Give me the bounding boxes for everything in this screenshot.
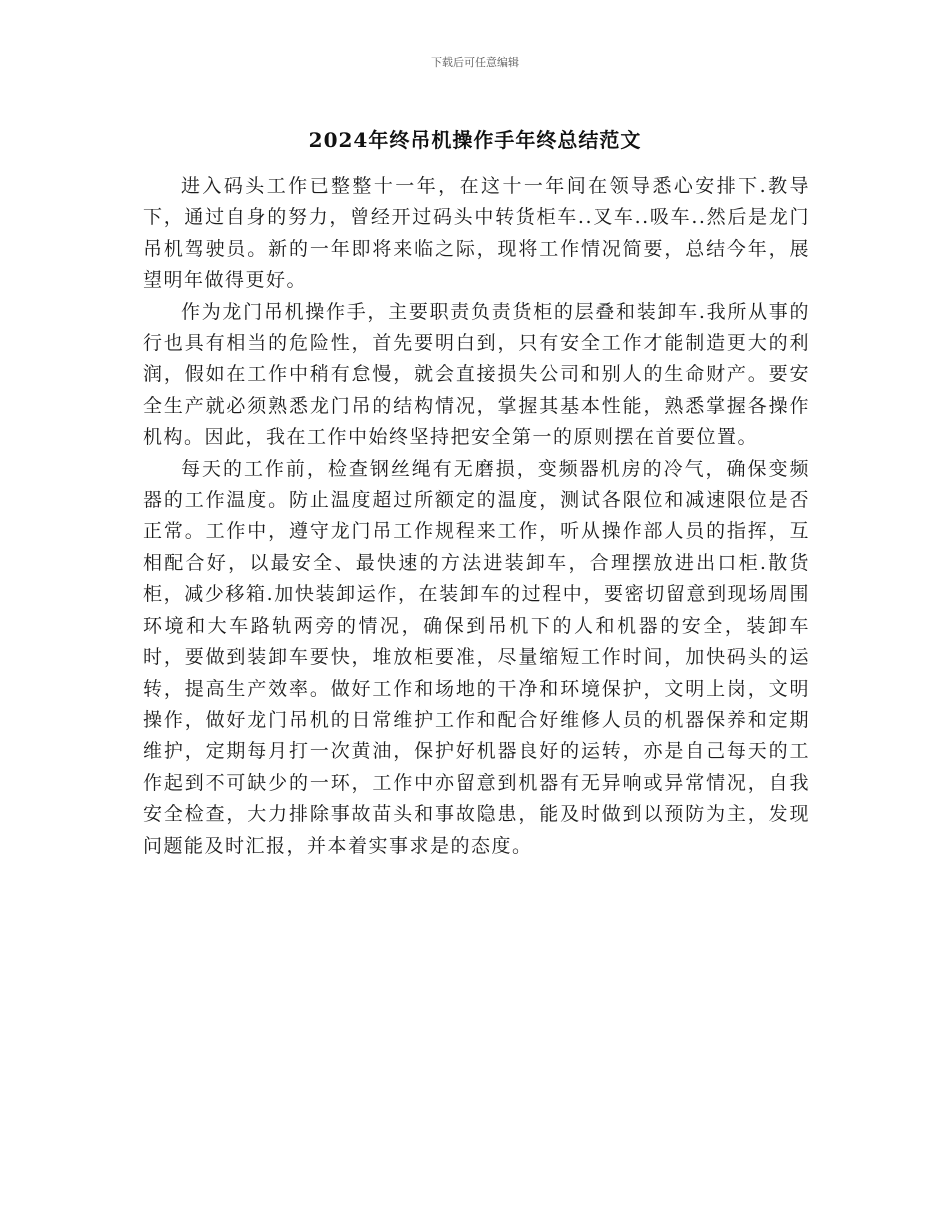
header-note: 下载后可任意编辑 [431, 56, 519, 69]
document-title: 2024年终吊机操作手年终总结范文 [308, 128, 642, 152]
paragraph: 进入码头工作已整整十一年，在这十一年间在领导悉心安排下.教导下，通过自身的努力，曾经开过码头中转货柜车..叉车..吸车..然后是龙门吊机驾驶员。新的一年即将来临之际，现将工作情况简要，总结今年，展望明年做得更好。 [143, 175, 810, 292]
paragraph: 每天的工作前，检查钢丝绳有无磨损，变频器机房的冷气，确保变频器的工作温度。防止温度超过所额定的温度，测试各限位和减速限位是否正常。工作中，遵守龙门吊工作规程来工作，听从操作部人员的指挥，互相配合好，以最安全、最快速的方法进装卸车，合理摆放进出口柜.散货柜，减少移箱.加快装卸运作，在装卸车的过程中，要密切留意到现场周围环境和大车路轨两旁的情况，确保到吊机下的人和机器的安全，装卸车时，要做到装卸车要快，堆放柜要准，尽量缩短工作时间，加快码头的运转，提高生产效率。做好工作和场地的干净和环境保护，文明上岗，文明操作，做好龙门吊机的日常维护工作和配合好维修人员的机器保养和定期维护，定期每月打一次黄油，保护好机器良好的运转，亦是自己每天的工作起到不可缺少的一环，工作中亦留意到机器有无异响或异常情况，自我安全检查，大力排除事故苗头和事故隐患，能及时做到以预防为主，发现问题能及时汇报，并本着实事求是的态度。 [143, 457, 810, 857]
paragraph: 作为龙门吊机操作手，主要职责负责货柜的层叠和装卸车.我所从事的行也具有相当的危险性，首先要明白到，只有安全工作才能制造更大的利润，假如在工作中稍有怠慢，就会直接损失公司和别人的生命财产。要安全生产就必须熟悉龙门吊的结构情况，掌握其基本性能，熟悉掌握各操作机构。因此，我在工作中始终坚持把安全第一的原则摆在首要位置。 [143, 300, 810, 449]
document-body [143, 171, 810, 862]
